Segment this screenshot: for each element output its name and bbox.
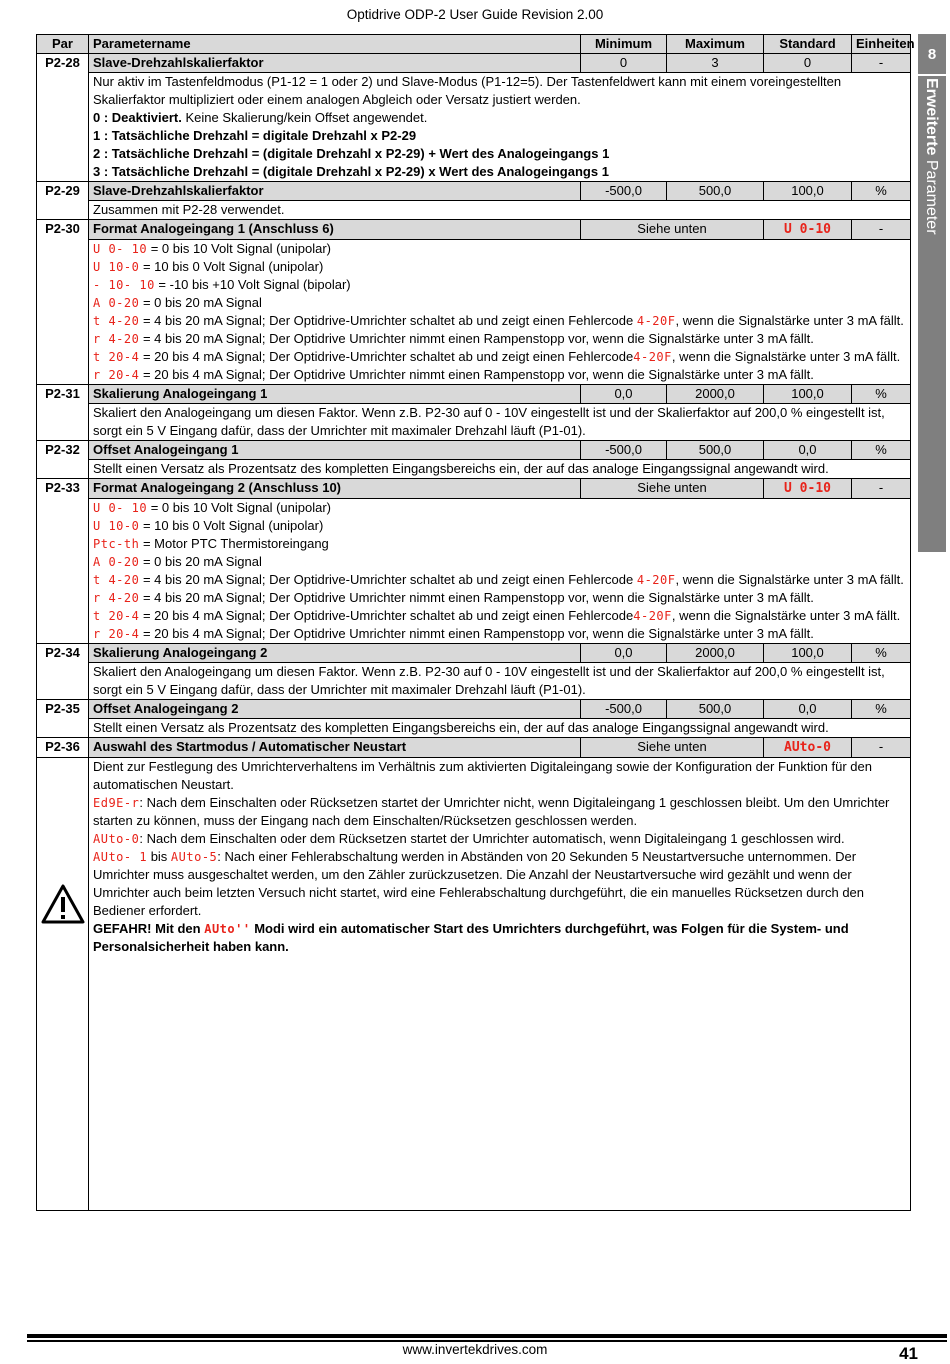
chapter-title: Erweiterte Parameter bbox=[923, 78, 940, 235]
param-id: P2-31 bbox=[37, 385, 89, 441]
param-name: Skalierung Analogeingang 2 bbox=[89, 644, 581, 663]
desc-text: Nur aktiv im Tastenfeldmodus (P1-12 = 1 oder 2) und Slave-Modus (P1-12=5). Der Tastenfeldwert kann mit einem voreingestellten Skalierfaktor multipliziert oder einem analogen Abgleich oder Versatz justiert werden. bbox=[93, 74, 842, 107]
warning-cell bbox=[37, 758, 89, 1211]
param-std: AUto-0 bbox=[764, 738, 852, 758]
param-unit: - bbox=[852, 479, 911, 499]
desc-option: 3 : Tatsächliche Drehzahl = (digitale Drehzahl x P2-29) x Wert des Analogeingangs 1 bbox=[93, 164, 609, 179]
option-line: t 4-20 = 4 bis 20 mA Signal; Der Optidrive-Umrichter schaltet ab und zeigt einen Fehlercode 4-20F, wenn die Signalstärke unter 3 mA fällt. bbox=[93, 572, 904, 587]
param-id: P2-35 bbox=[37, 700, 89, 738]
param-unit: % bbox=[852, 385, 911, 404]
desc-option: 1 : Tatsächliche Drehzahl = digitale Drehzahl x P2-29 bbox=[93, 128, 417, 143]
col-header-name: Parametername bbox=[89, 35, 581, 54]
param-min: -500,0 bbox=[581, 182, 667, 201]
param-unit: % bbox=[852, 441, 911, 460]
param-unit: % bbox=[852, 700, 911, 719]
footer-url: www.invertekdrives.com bbox=[402, 1342, 548, 1357]
document-header: Optidrive ODP-2 User Guide Revision 2.00 bbox=[346, 7, 604, 22]
param-row-p2-33 bbox=[37, 479, 911, 499]
col-header-par: Par bbox=[37, 35, 89, 54]
option-line: t 20-4 = 20 bis 4 mA Signal; Der Optidrive-Umrichter schaltet ab und zeigt einen Fehlercode4-20F, wenn die Signalstärke unter 3 mA fällt. bbox=[93, 608, 901, 623]
param-name: Offset Analogeingang 1 bbox=[89, 441, 581, 460]
param-max: 2000,0 bbox=[667, 644, 764, 663]
warning-triangle-icon bbox=[41, 884, 85, 924]
page-number: 41 bbox=[899, 1344, 918, 1363]
param-desc-p2-36 bbox=[37, 758, 911, 1211]
param-min: 0 bbox=[581, 54, 667, 73]
param-desc-p2-31 bbox=[37, 404, 911, 441]
option-line: AUto- 1 bis AUto-5: Nach einer Fehlerabschaltung werden in Abständen von 20 Sekunden 5 Neustartversuche unternommen. Der Umrichter muss ausgeschaltet werden, um den Zähler zurückzusetzen. Die Anzahl der Neustartversuche wird gezählt und wenn der Umrichter auch beim letzten Versuch nicht startet, wird eine Fehlerabschaltung durchgeführt, die ein manuelles Rücksetzen durch den Bediener erfordert. bbox=[93, 849, 865, 918]
param-min: -500,0 bbox=[581, 700, 667, 719]
chapter-side-tab bbox=[918, 34, 946, 552]
desc-text: Stellt einen Versatz als Prozentsatz des kompletten Eingangsbereichs ein, der auf das analoge Eingangssignal angewandt wird. bbox=[89, 460, 911, 479]
param-max: 500,0 bbox=[667, 182, 764, 201]
param-unit: - bbox=[852, 220, 911, 240]
desc-text: Skaliert den Analogeingang um diesen Faktor. Wenn z.B. P2-30 auf 0 - 10V eingestellt ist und der Skalierfaktor auf 200,0 % eingestellt ist, sorgt ein 5 V Eingang dafür, dass der Umrichter mit maximaler Drehzahl läuft (P1-01). bbox=[89, 404, 911, 441]
param-id: P2-34 bbox=[37, 644, 89, 700]
option-line: t 20-4 = 20 bis 4 mA Signal; Der Optidrive-Umrichter schaltet ab und zeigt einen Fehlercode4-20F, wenn die Signalstärke unter 3 mA fällt. bbox=[93, 349, 901, 364]
param-row-p2-32 bbox=[37, 441, 911, 460]
param-id: P2-30 bbox=[37, 220, 89, 385]
param-min: 0,0 bbox=[581, 385, 667, 404]
param-min: -500,0 bbox=[581, 441, 667, 460]
param-unit: % bbox=[852, 182, 911, 201]
param-max: 500,0 bbox=[667, 441, 764, 460]
param-range: Siehe unten bbox=[581, 738, 764, 758]
param-id: P2-28 bbox=[37, 54, 89, 182]
danger-note: GEFAHR! Mit den AUto'' Modi wird ein automatischer Start des Umrichters durchgeführt, was Folgen für die System- und Personalsicherheit haben kann. bbox=[93, 921, 849, 954]
param-name: Offset Analogeingang 2 bbox=[89, 700, 581, 719]
footer-divider bbox=[27, 1334, 947, 1338]
param-range: Siehe unten bbox=[581, 479, 764, 499]
param-desc-p2-30 bbox=[37, 240, 911, 385]
param-max: 3 bbox=[667, 54, 764, 73]
param-desc-p2-28 bbox=[37, 73, 911, 182]
param-name: Format Analogeingang 2 (Anschluss 10) bbox=[89, 479, 581, 499]
parameter-table bbox=[36, 34, 915, 1211]
desc-option: 0 : Deaktiviert. Keine Skalierung/kein Offset angewendet. bbox=[93, 110, 428, 125]
param-row-p2-35 bbox=[37, 700, 911, 719]
col-header-max: Maximum bbox=[667, 35, 764, 54]
param-std: 0,0 bbox=[764, 700, 852, 719]
param-row-p2-31 bbox=[37, 385, 911, 404]
param-std: U 0-10 bbox=[764, 220, 852, 240]
param-std: 100,0 bbox=[764, 644, 852, 663]
param-id: P2-36 bbox=[37, 738, 89, 758]
option-line: A 0-20 = 0 bis 20 mA Signal bbox=[93, 554, 262, 569]
param-std: 100,0 bbox=[764, 385, 852, 404]
param-row-p2-36 bbox=[37, 738, 911, 758]
param-unit: % bbox=[852, 644, 911, 663]
table-header-row bbox=[37, 35, 911, 54]
option-line: r 20-4 = 20 bis 4 mA Signal; Der Optidrive Umrichter nimmt einen Rampenstopp vor, wenn die Signalstärke unter 3 mA fällt. bbox=[93, 626, 814, 641]
param-std: 100,0 bbox=[764, 182, 852, 201]
param-unit: - bbox=[852, 738, 911, 758]
chapter-number: 8 bbox=[918, 34, 946, 76]
param-name: Slave-Drehzahlskalierfaktor bbox=[89, 182, 581, 201]
param-desc-p2-35 bbox=[37, 719, 911, 738]
param-row-p2-30 bbox=[37, 220, 911, 240]
param-unit: - bbox=[852, 54, 911, 73]
desc-option: 2 : Tatsächliche Drehzahl = (digitale Drehzahl x P2-29) + Wert des Analogeingangs 1 bbox=[93, 146, 610, 161]
col-header-std: Standard bbox=[764, 35, 852, 54]
param-id: P2-29 bbox=[37, 182, 89, 220]
option-line: U 10-0 = 10 bis 0 Volt Signal (unipolar) bbox=[93, 518, 324, 533]
option-line: t 4-20 = 4 bis 20 mA Signal; Der Optidrive-Umrichter schaltet ab und zeigt einen Fehlercode 4-20F, wenn die Signalstärke unter 3 mA fällt. bbox=[93, 313, 904, 328]
param-desc-p2-29 bbox=[37, 201, 911, 220]
option-line: U 0- 10 = 0 bis 10 Volt Signal (unipolar) bbox=[93, 241, 331, 256]
option-line: AUto-0: Nach dem Einschalten oder dem Rücksetzen startet der Umrichter automatisch, wenn Digitaleingang 1 geschlossen wird. bbox=[93, 831, 845, 846]
param-std: U 0-10 bbox=[764, 479, 852, 499]
option-line: U 10-0 = 10 bis 0 Volt Signal (unipolar) bbox=[93, 259, 324, 274]
option-line: A 0-20 = 0 bis 20 mA Signal bbox=[93, 295, 262, 310]
param-max: 2000,0 bbox=[667, 385, 764, 404]
desc-text: Zusammen mit P2-28 verwendet. bbox=[89, 201, 911, 220]
option-line: r 4-20 = 4 bis 20 mA Signal; Der Optidrive Umrichter nimmt einen Rampenstopp vor, wenn die Signalstärke unter 3 mA fällt. bbox=[93, 590, 814, 605]
param-id: P2-33 bbox=[37, 479, 89, 644]
option-line: - 10- 10 = -10 bis +10 Volt Signal (bipolar) bbox=[93, 277, 351, 292]
param-range: Siehe unten bbox=[581, 220, 764, 240]
param-name: Format Analogeingang 1 (Anschluss 6) bbox=[89, 220, 581, 240]
param-row-p2-29 bbox=[37, 182, 911, 201]
desc-text: Stellt einen Versatz als Prozentsatz des kompletten Eingangsbereichs ein, der auf das analoge Eingangssignal angewandt wird. bbox=[89, 719, 911, 738]
col-header-min: Minimum bbox=[581, 35, 667, 54]
desc-text: Skaliert den Analogeingang um diesen Faktor. Wenn z.B. P2-30 auf 0 - 10V eingestellt ist und der Skalierfaktor auf 200,0 % eingestellt ist, sorgt ein 5 V Eingang dafür, dass der Umrichter mit maximaler Drehzahl läuft (P1-01). bbox=[89, 663, 911, 700]
option-line: r 20-4 = 20 bis 4 mA Signal; Der Optidrive Umrichter nimmt einen Rampenstopp vor, wenn die Signalstärke unter 3 mA fällt. bbox=[93, 367, 814, 382]
param-name: Skalierung Analogeingang 1 bbox=[89, 385, 581, 404]
param-name: Auswahl des Startmodus / Automatischer Neustart bbox=[89, 738, 581, 758]
param-name: Slave-Drehzahlskalierfaktor bbox=[89, 54, 581, 73]
param-row-p2-34 bbox=[37, 644, 911, 663]
param-max: 500,0 bbox=[667, 700, 764, 719]
param-id: P2-32 bbox=[37, 441, 89, 479]
param-row-p2-28 bbox=[37, 54, 911, 73]
col-header-unit: Einheiten bbox=[852, 35, 911, 54]
param-min: 0,0 bbox=[581, 644, 667, 663]
param-desc-p2-34 bbox=[37, 663, 911, 700]
option-line: Ed9E-r: Nach dem Einschalten oder Rücksetzen startet der Umrichter nicht, wenn Digitaleingang 1 geschlossen bleibt. Um den Umrichter starten zu können, muss der Eingang nach dem Einschalten/Rücksetzen geschlossen werden. bbox=[93, 795, 890, 828]
param-std: 0 bbox=[764, 54, 852, 73]
param-desc-p2-32 bbox=[37, 460, 911, 479]
param-std: 0,0 bbox=[764, 441, 852, 460]
option-line: r 4-20 = 4 bis 20 mA Signal; Der Optidrive Umrichter nimmt einen Rampenstopp vor, wenn die Signalstärke unter 3 mA fällt. bbox=[93, 331, 814, 346]
option-line: U 0- 10 = 0 bis 10 Volt Signal (unipolar) bbox=[93, 500, 331, 515]
desc-intro: Dient zur Festlegung des Umrichterverhaltens im Verhältnis zum aktivierten Digitaleingang sowie der Konfiguration der Funktion für den automatischen Neustart. bbox=[93, 759, 872, 792]
option-line: Ptc-th = Motor PTC Thermistoreingang bbox=[93, 536, 329, 551]
param-desc-p2-33 bbox=[37, 499, 911, 644]
